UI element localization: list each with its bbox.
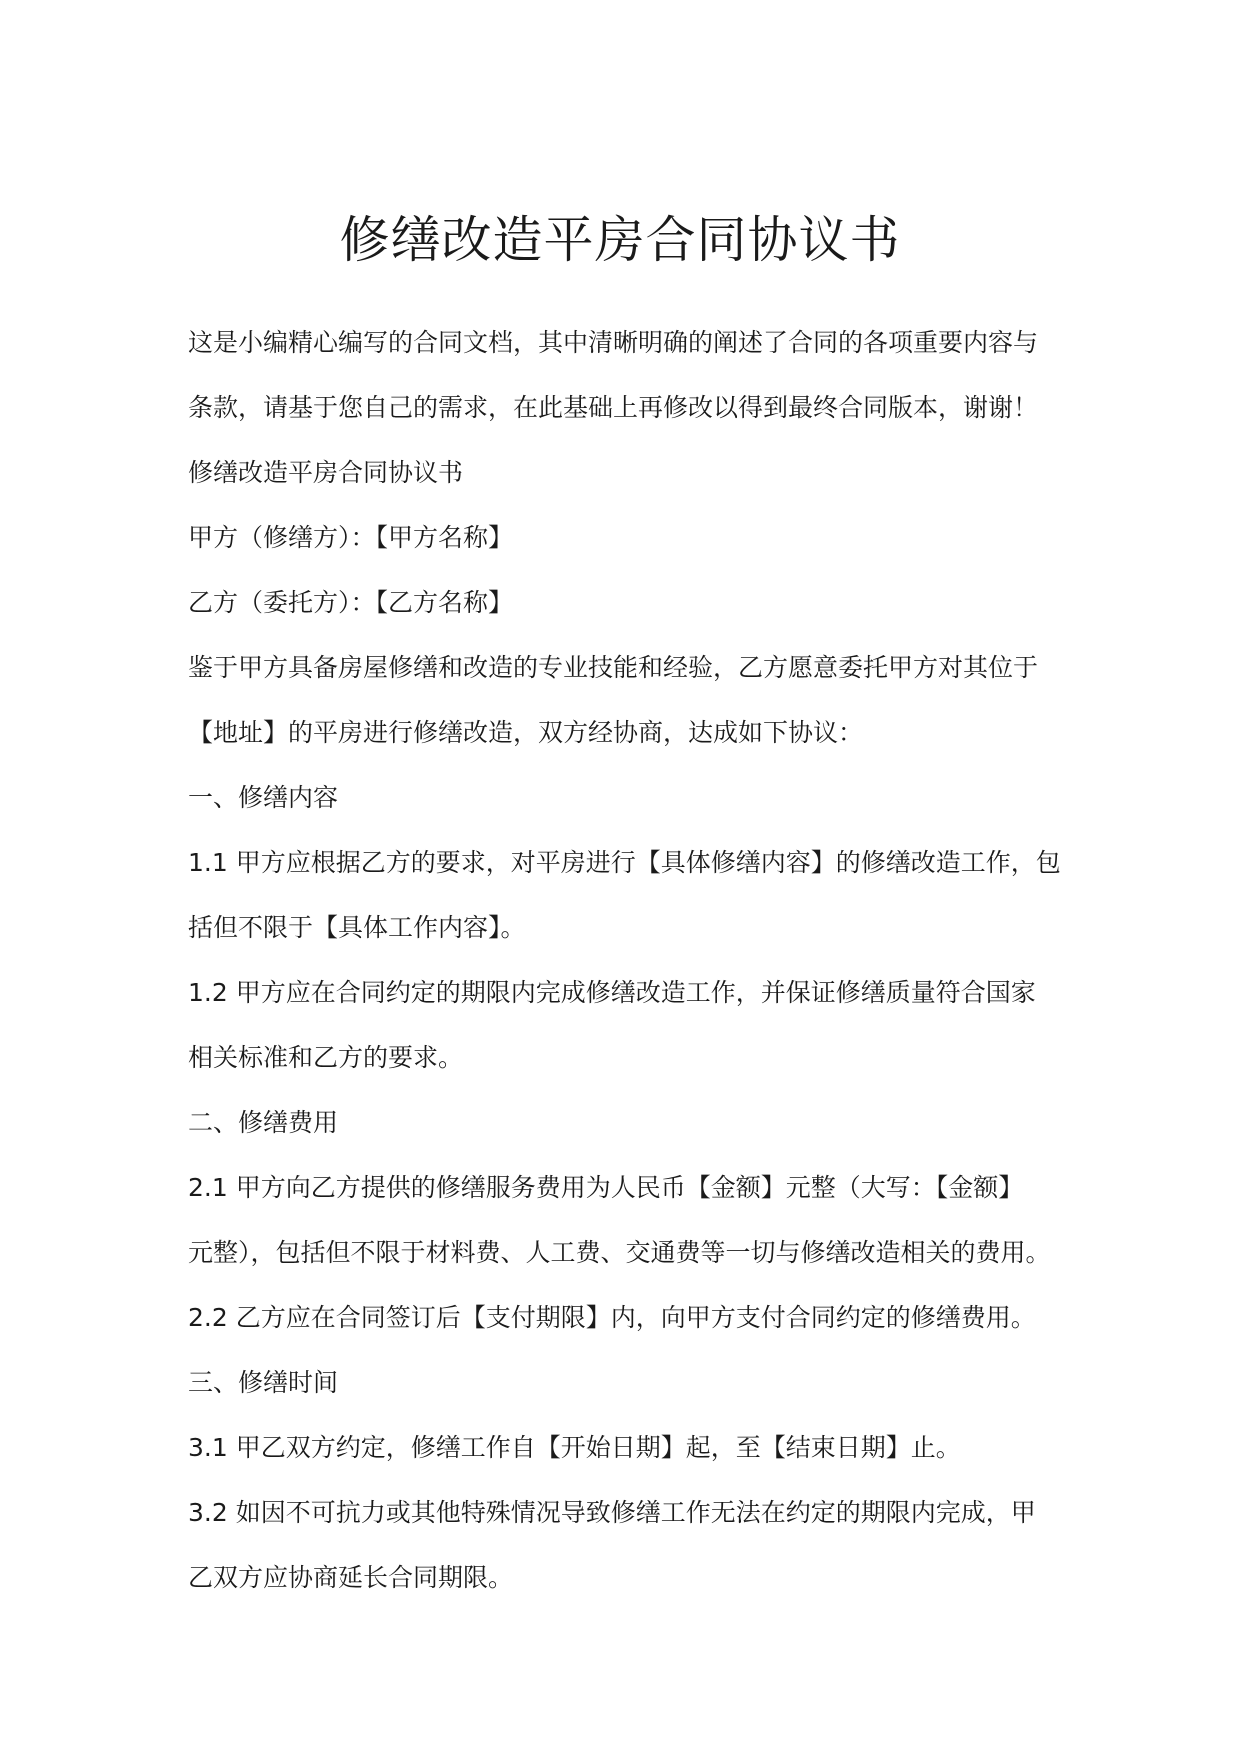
clause-3-1-line-1: 3.1 甲乙双方约定，修缮工作自【开始日期】起，至【结束日期】止。 (188, 1433, 961, 1462)
party-a-line: 甲方（修缮方）：【甲方名称】 (188, 523, 514, 552)
clause-1-1-line-2: 括但不限于【具体工作内容】。 (188, 913, 526, 942)
preamble-line-2: 【地址】的平房进行修缮改造，双方经协商，达成如下协议： (188, 718, 864, 747)
clause-2-1-line-2: 元整），包括但不限于材料费、人工费、交通费等一切与修缮改造相关的费用。 (188, 1238, 1051, 1267)
clause-2-1-line-1: 2.1 甲方向乙方提供的修缮服务费用为人民币【金额】元整（大写：【金额】 (188, 1173, 1024, 1202)
preamble-line-1: 鉴于甲方具备房屋修缮和改造的专业技能和经验，乙方愿意委托甲方对其位于 (188, 653, 1039, 682)
clause-1-2-line-1: 1.2 甲方应在合同约定的期限内完成修缮改造工作，并保证修缮质量符合国家 (188, 978, 1036, 1007)
document-title: 修缮改造平房合同协议书 (339, 211, 901, 269)
clause-3-2-line-2: 乙双方应协商延长合同期限。 (188, 1563, 514, 1592)
clause-2-2-line-1: 2.2 乙方应在合同签订后【支付期限】内，向甲方支付合同约定的修缮费用。 (188, 1303, 1036, 1332)
contract-heading: 修缮改造平房合同协议书 (188, 458, 464, 487)
document-body (188, 310, 1060, 1610)
party-b-line: 乙方（委托方）：【乙方名称】 (188, 588, 514, 617)
intro-line-1: 这是小编精心编写的合同文档，其中清晰明确的阐述了合同的各项重要内容与 (188, 328, 1039, 357)
clause-1-2-line-2: 相关标准和乙方的要求。 (188, 1043, 464, 1072)
clause-1-1-line-1: 1.1 甲方应根据乙方的要求，对平房进行【具体修缮内容】的修缮改造工作，包 (188, 848, 1061, 877)
clause-3-2-line-1: 3.2 如因不可抗力或其他特殊情况导致修缮工作无法在约定的期限内完成，甲 (188, 1498, 1036, 1527)
section-heading-3: 三、修缮时间 (188, 1368, 339, 1397)
section-heading-1: 一、修缮内容 (188, 783, 339, 812)
section-heading-2: 二、修缮费用 (188, 1108, 339, 1137)
intro-line-2: 条款，请基于您自己的需求，在此基础上再修改以得到最终合同版本，谢谢！ (188, 393, 1039, 422)
